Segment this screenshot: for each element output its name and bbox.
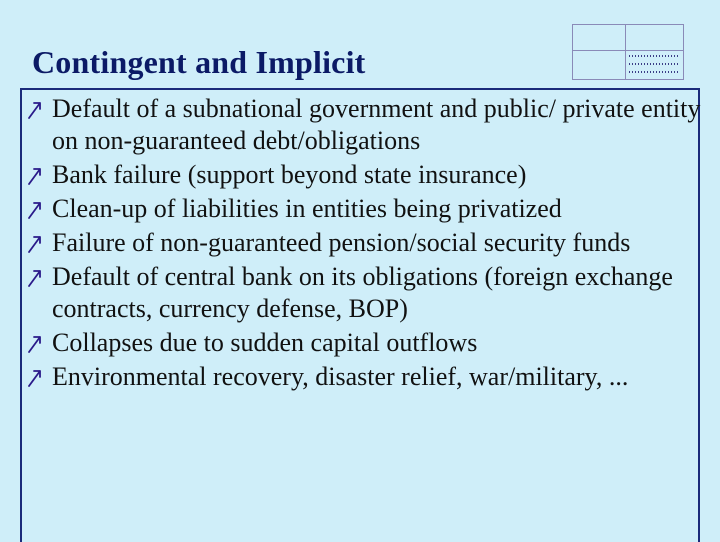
bullet-text: Default of central bank on its obligations (foreign exchange contracts, currency defense, BOP) <box>52 262 673 323</box>
slide-title: Contingent and Implicit <box>32 44 366 80</box>
arrow-up-right-icon <box>26 262 44 292</box>
list-item <box>22 327 702 359</box>
list-item <box>22 361 702 393</box>
bullet-list <box>22 93 702 395</box>
bullet-text: Failure of non-guaranteed pension/social security funds <box>52 228 631 257</box>
list-item <box>22 93 702 157</box>
arrow-up-right-icon <box>26 362 44 392</box>
bullet-text: Clean-up of liabilities in entities being privatized <box>52 194 562 223</box>
list-item <box>22 159 702 191</box>
arrow-up-right-icon <box>26 328 44 358</box>
bullet-text: Default of a subnational government and public/ private entity on non-guaranteed debt/obligations <box>52 94 701 155</box>
bullet-text: Collapses due to sudden capital outflows <box>52 328 478 357</box>
decorative-grid-graphic <box>572 24 684 80</box>
list-item <box>22 227 702 259</box>
grid-pattern-icon <box>629 55 679 75</box>
bullet-text: Environmental recovery, disaster relief, war/military, ... <box>52 362 629 391</box>
list-item <box>22 261 702 325</box>
arrow-up-right-icon <box>26 194 44 224</box>
list-item <box>22 193 702 225</box>
arrow-up-right-icon <box>26 228 44 258</box>
arrow-up-right-icon <box>26 94 44 124</box>
arrow-up-right-icon <box>26 160 44 190</box>
bullet-text: Bank failure (support beyond state insurance) <box>52 160 527 189</box>
